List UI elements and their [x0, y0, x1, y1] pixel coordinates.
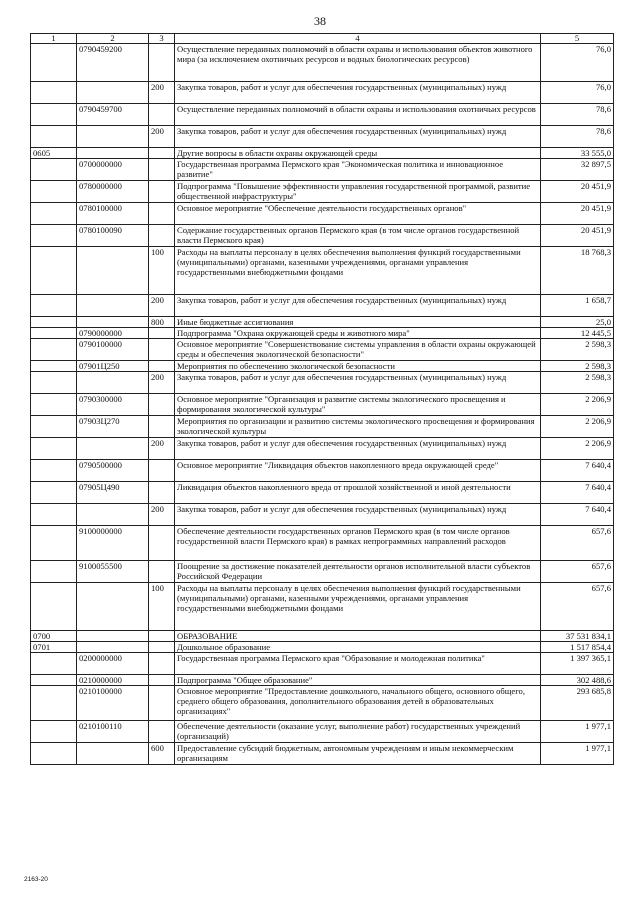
section-code-cell	[31, 460, 77, 482]
target-article-cell: 0790459700	[77, 104, 149, 126]
target-article-cell: 0780100000	[77, 203, 149, 225]
table-row	[31, 675, 614, 686]
expense-type-cell	[149, 631, 175, 642]
section-code-cell	[31, 675, 77, 686]
section-code-cell	[31, 126, 77, 148]
section-code-cell	[31, 743, 77, 765]
amount-cell: 657,6	[541, 561, 614, 583]
target-article-cell: 0780100090	[77, 225, 149, 247]
target-article-cell	[77, 743, 149, 765]
section-code-cell: 0701	[31, 642, 77, 653]
table-row	[31, 721, 614, 743]
amount-cell: 302 488,6	[541, 675, 614, 686]
expense-type-cell: 600	[149, 743, 175, 765]
target-article-cell	[77, 82, 149, 104]
description-cell: Расходы на выплаты персоналу в целях обеспечения выполнения функций государственными (муниципальными) органами, казенными учреждениями, органами управления государственными внебюджетными фондами	[175, 247, 541, 295]
section-code-cell	[31, 561, 77, 583]
description-cell: Обеспечение деятельности (оказание услуг, выполнение работ) государственных учреждений (организаций)	[175, 721, 541, 743]
table-row	[31, 460, 614, 482]
amount-cell: 20 451,9	[541, 181, 614, 203]
table-row	[31, 583, 614, 631]
description-cell: Содержание государственных органов Пермского края (в том числе органов государственной власти Пермского края)	[175, 225, 541, 247]
table-row	[31, 438, 614, 460]
target-article-cell	[77, 504, 149, 526]
amount-cell: 1 977,1	[541, 743, 614, 765]
section-code-cell	[31, 583, 77, 631]
table-row	[31, 361, 614, 372]
target-article-cell: 0780000000	[77, 181, 149, 203]
description-cell: Подпрограмма "Повышение эффективности управления государственной программой, развитие общественной инфраструктуры"	[175, 181, 541, 203]
table-row	[31, 743, 614, 765]
description-cell: Закупка товаров, работ и услуг для обеспечения государственных (муниципальных) нужд	[175, 438, 541, 460]
amount-cell: 78,6	[541, 126, 614, 148]
expense-type-cell: 200	[149, 126, 175, 148]
amount-cell: 2 598,3	[541, 372, 614, 394]
expense-type-cell: 200	[149, 82, 175, 104]
amount-cell: 2 206,9	[541, 416, 614, 438]
target-article-cell: 9100000000	[77, 526, 149, 561]
expense-type-cell	[149, 642, 175, 653]
column-header: 2	[77, 34, 149, 44]
section-code-cell	[31, 372, 77, 394]
description-cell: Обеспечение деятельности государственных органов Пермского края (в том числе органов государственной власти Пермского края) в рамках непрограммных направлений расходов	[175, 526, 541, 561]
description-cell: Основное мероприятие "Обеспечение деятельности государственных органов"	[175, 203, 541, 225]
target-article-cell: 9100055500	[77, 561, 149, 583]
amount-cell: 20 451,9	[541, 203, 614, 225]
section-code-cell: 0605	[31, 148, 77, 159]
table-row	[31, 203, 614, 225]
section-code-cell	[31, 328, 77, 339]
description-cell: Подпрограмма "Охрана окружающей среды и животного мира"	[175, 328, 541, 339]
amount-cell: 25,0	[541, 317, 614, 328]
table-row	[31, 631, 614, 642]
section-code-cell: 0700	[31, 631, 77, 642]
section-code-cell	[31, 416, 77, 438]
description-cell: Осуществление переданных полномочий в области охраны и использования объектов животного мира (за исключением охотничьих ресурсов и водных биологических ресурсов)	[175, 44, 541, 82]
section-code-cell	[31, 181, 77, 203]
target-article-cell: 07903Ц270	[77, 416, 149, 438]
amount-cell: 657,6	[541, 583, 614, 631]
table-row	[31, 686, 614, 721]
target-article-cell: 0790100000	[77, 339, 149, 361]
table-row	[31, 372, 614, 394]
expense-type-cell	[149, 460, 175, 482]
table-row	[31, 82, 614, 104]
expense-type-cell	[149, 561, 175, 583]
description-cell: Мероприятия по организации и развитию системы экологического просвещения и формирования экологической культуры	[175, 416, 541, 438]
description-cell: Закупка товаров, работ и услуг для обеспечения государственных (муниципальных) нужд	[175, 126, 541, 148]
amount-cell: 657,6	[541, 526, 614, 561]
target-article-cell: 0200000000	[77, 653, 149, 675]
target-article-cell	[77, 317, 149, 328]
description-cell: Закупка товаров, работ и услуг для обеспечения государственных (муниципальных) нужд	[175, 82, 541, 104]
description-cell: Другие вопросы в области охраны окружающей среды	[175, 148, 541, 159]
description-cell: Основное мероприятие "Организация и развитие системы экологического просвещения и формирования экологической культуры"	[175, 394, 541, 416]
target-article-cell: 0700000000	[77, 159, 149, 181]
amount-cell: 2 206,9	[541, 394, 614, 416]
section-code-cell	[31, 504, 77, 526]
table-row	[31, 504, 614, 526]
target-article-cell	[77, 148, 149, 159]
target-article-cell	[77, 372, 149, 394]
footer-code: 2163-20	[24, 876, 48, 883]
target-article-cell: 0790000000	[77, 328, 149, 339]
description-cell: Основное мероприятие "Совершенствование системы управления в области охраны окружающей среды и обеспечения экологической безопасности"	[175, 339, 541, 361]
expense-type-cell	[149, 394, 175, 416]
target-article-cell	[77, 438, 149, 460]
target-article-cell: 07905Ц490	[77, 482, 149, 504]
description-cell: Предоставление субсидий бюджетным, автономным учреждениям и иным некоммерческим организациям	[175, 743, 541, 765]
expense-type-cell	[149, 148, 175, 159]
description-cell: Ликвидация объектов накопленного вреда от прошлой хозяйственной и иной деятельности	[175, 482, 541, 504]
column-header: 5	[541, 34, 614, 44]
amount-cell: 33 555,0	[541, 148, 614, 159]
table-row	[31, 225, 614, 247]
amount-cell: 76,0	[541, 82, 614, 104]
table-row	[31, 526, 614, 561]
table-row	[31, 295, 614, 317]
table-row	[31, 653, 614, 675]
table-row	[31, 159, 614, 181]
page-number: 38	[314, 14, 326, 28]
description-cell: Основное мероприятие "Ликвидация объектов накопленного вреда окружающей среде"	[175, 460, 541, 482]
section-code-cell	[31, 361, 77, 372]
description-cell: Закупка товаров, работ и услуг для обеспечения государственных (муниципальных) нужд	[175, 372, 541, 394]
table-row	[31, 561, 614, 583]
target-article-cell	[77, 247, 149, 295]
section-code-cell	[31, 438, 77, 460]
expense-type-cell: 100	[149, 247, 175, 295]
section-code-cell	[31, 317, 77, 328]
description-cell: Государственная программа Пермского края "Образование и молодежная политика"	[175, 653, 541, 675]
description-cell: ОБРАЗОВАНИЕ	[175, 631, 541, 642]
description-cell: Осуществление переданных полномочий в области охраны и использования охотничьих ресурсов	[175, 104, 541, 126]
description-cell: Закупка товаров, работ и услуг для обеспечения государственных (муниципальных) нужд	[175, 295, 541, 317]
section-code-cell	[31, 721, 77, 743]
table-row	[31, 394, 614, 416]
target-article-cell: 0790500000	[77, 460, 149, 482]
expense-type-cell	[149, 686, 175, 721]
table-row	[31, 126, 614, 148]
amount-cell: 32 897,5	[541, 159, 614, 181]
table-row	[31, 339, 614, 361]
column-header-row	[31, 34, 614, 44]
expense-type-cell	[149, 482, 175, 504]
description-cell: Подпрограмма "Общее образование"	[175, 675, 541, 686]
amount-cell: 20 451,9	[541, 225, 614, 247]
expense-type-cell	[149, 203, 175, 225]
description-cell: Государственная программа Пермского края "Экономическая политика и инновационное развитие"	[175, 159, 541, 181]
expense-type-cell: 100	[149, 583, 175, 631]
expense-type-cell	[149, 104, 175, 126]
amount-cell: 1 397 365,1	[541, 653, 614, 675]
expense-type-cell	[149, 339, 175, 361]
expense-type-cell: 200	[149, 438, 175, 460]
amount-cell: 7 640,4	[541, 482, 614, 504]
amount-cell: 7 640,4	[541, 504, 614, 526]
target-article-cell: 0210000000	[77, 675, 149, 686]
amount-cell: 12 445,5	[541, 328, 614, 339]
amount-cell: 7 640,4	[541, 460, 614, 482]
section-code-cell	[31, 225, 77, 247]
section-code-cell	[31, 482, 77, 504]
expense-type-cell	[149, 225, 175, 247]
amount-cell: 2 598,3	[541, 361, 614, 372]
table-row	[31, 642, 614, 653]
section-code-cell	[31, 686, 77, 721]
table-row	[31, 148, 614, 159]
section-code-cell	[31, 394, 77, 416]
description-cell: Закупка товаров, работ и услуг для обеспечения государственных (муниципальных) нужд	[175, 504, 541, 526]
table-row	[31, 482, 614, 504]
amount-cell: 78,6	[541, 104, 614, 126]
column-header: 4	[175, 34, 541, 44]
amount-cell: 37 531 834,1	[541, 631, 614, 642]
expense-type-cell: 200	[149, 372, 175, 394]
expense-type-cell	[149, 328, 175, 339]
target-article-cell	[77, 631, 149, 642]
description-cell: Расходы на выплаты персоналу в целях обеспечения выполнения функций государственными (муниципальными) органами, казенными учреждениями, органами управления государственными внебюджетными фондами	[175, 583, 541, 631]
section-code-cell	[31, 295, 77, 317]
table-row	[31, 328, 614, 339]
expense-type-cell	[149, 653, 175, 675]
expense-type-cell: 800	[149, 317, 175, 328]
expense-type-cell	[149, 181, 175, 203]
target-article-cell	[77, 126, 149, 148]
expense-type-cell	[149, 675, 175, 686]
section-code-cell	[31, 247, 77, 295]
expense-type-cell	[149, 44, 175, 82]
amount-cell: 2 598,3	[541, 339, 614, 361]
description-cell: Поощрение за достижение показателей деятельности органов исполнительной власти субъектов Российской Федерации	[175, 561, 541, 583]
amount-cell: 293 685,8	[541, 686, 614, 721]
table-row	[31, 416, 614, 438]
amount-cell: 2 206,9	[541, 438, 614, 460]
table-row	[31, 247, 614, 295]
table-row	[31, 104, 614, 126]
target-article-cell: 0210100000	[77, 686, 149, 721]
target-article-cell: 0210100110	[77, 721, 149, 743]
table-row	[31, 44, 614, 82]
expense-type-cell: 200	[149, 295, 175, 317]
section-code-cell	[31, 44, 77, 82]
target-article-cell	[77, 642, 149, 653]
expense-type-cell	[149, 721, 175, 743]
budget-table	[30, 33, 614, 765]
column-header: 3	[149, 34, 175, 44]
amount-cell: 1 517 854,4	[541, 642, 614, 653]
amount-cell: 1 658,7	[541, 295, 614, 317]
table-row	[31, 181, 614, 203]
section-code-cell	[31, 159, 77, 181]
description-cell: Основное мероприятие "Предоставление дошкольного, начального общего, основного общего, среднего общего образования, дополнительного образования детей в образовательных организациях"	[175, 686, 541, 721]
section-code-cell	[31, 653, 77, 675]
table-row	[31, 317, 614, 328]
amount-cell: 76,0	[541, 44, 614, 82]
section-code-cell	[31, 104, 77, 126]
expense-type-cell	[149, 526, 175, 561]
target-article-cell	[77, 295, 149, 317]
target-article-cell: 07901Ц250	[77, 361, 149, 372]
expense-type-cell	[149, 361, 175, 372]
target-article-cell: 0790459200	[77, 44, 149, 82]
section-code-cell	[31, 82, 77, 104]
expense-type-cell	[149, 416, 175, 438]
expense-type-cell: 200	[149, 504, 175, 526]
description-cell: Иные бюджетные ассигнования	[175, 317, 541, 328]
target-article-cell	[77, 583, 149, 631]
amount-cell: 1 977,1	[541, 721, 614, 743]
column-header: 1	[31, 34, 77, 44]
description-cell: Дошкольное образование	[175, 642, 541, 653]
target-article-cell: 0790300000	[77, 394, 149, 416]
description-cell: Мероприятия по обеспечению экологической безопасности	[175, 361, 541, 372]
amount-cell: 18 768,3	[541, 247, 614, 295]
section-code-cell	[31, 526, 77, 561]
section-code-cell	[31, 203, 77, 225]
section-code-cell	[31, 339, 77, 361]
expense-type-cell	[149, 159, 175, 181]
